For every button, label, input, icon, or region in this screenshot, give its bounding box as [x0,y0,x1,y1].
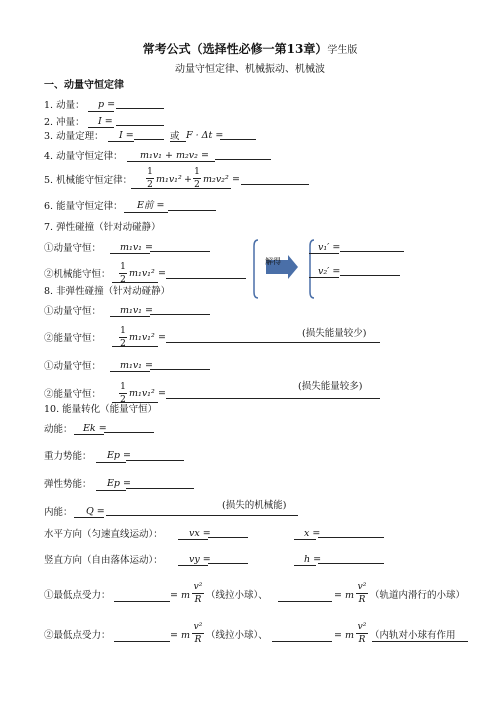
blank-line [127,161,215,162]
answer-blank[interactable] [116,108,164,109]
fraction-half: 1 2 [194,167,200,190]
fraction-v2-over-r: v² R [357,582,367,605]
answer-blank[interactable] [150,314,210,315]
fraction-v2-over-r: v² R [193,582,203,605]
answer-blank[interactable] [278,601,332,602]
internal-energy-formula: Q = [86,506,105,517]
loss-note-more: (损失能量较多) [298,381,363,392]
item-momentum-formula: p = [98,99,116,110]
inelastic-momentum-formula-2: m₁v₁ = [120,360,153,371]
item-theorem-label: 3. 动量定理： [44,131,104,142]
blank-line [110,316,150,317]
string-note: （线拉小球）、 [206,630,268,641]
answer-blank[interactable] [166,342,380,343]
term-m1v1-squared: m₁v₁² [129,268,155,279]
answer-blank[interactable] [215,159,271,160]
fraction-v2-over-r: v² R [193,622,203,645]
item-impulse-label: 2. 冲量： [44,117,85,128]
string-note: （线拉小球）、 [206,590,268,601]
elastic-potential-label: 弹性势能： [44,479,92,490]
blank-line [74,434,104,435]
term-m1v1-squared: m₁v₁² [129,388,155,399]
blank-line [96,462,126,463]
page-title: 常考公式（选择性必修一第13章）学生版 [142,42,358,56]
or-word: 或 [170,131,180,142]
mech-loss-note: (损失的机械能) [222,500,287,511]
blank-line [74,517,104,518]
vertical-velocity: vy = [189,554,211,565]
item-energy-formula: E前 = [137,200,165,211]
answer-blank[interactable] [114,641,170,642]
lowest-point-label-1: ①最低点受力： [44,590,111,601]
answer-blank[interactable] [208,537,248,538]
fraction-half: 1 2 [120,326,126,349]
elastic-potential-formula: Ep = [107,478,131,489]
section-heading: 一、动量守恒定律 [44,80,124,91]
plus-sign: + [184,174,192,185]
lowest-point-label-2: ②最低点受力： [44,630,111,641]
elastic-momentum-label: ①动量守恒： [44,243,102,254]
blank-line [96,490,126,491]
answer-blank[interactable] [318,537,384,538]
term-m2v2-squared: m₂v₂² [203,174,229,185]
blank-line [294,565,316,566]
item-theorem-formula-b: F · Δt = [186,130,224,141]
equals-m: = m [334,590,354,601]
blank-line [110,371,150,372]
answer-blank[interactable] [340,275,400,276]
result-v2-prime: v₂′ = [318,266,341,277]
blank-line [178,539,208,540]
fraction-half: 1 2 [120,262,126,285]
inner-track-note: （内轨对小球有作用 [370,630,456,641]
blank-line [112,402,158,403]
gravity-potential-label: 重力势能： [44,451,92,462]
kinetic-label: 动能： [44,424,73,435]
horizontal-velocity: vx = [189,528,211,539]
item-inelastic-heading: 8. 非弹性碰撞（针对动碰静） [44,286,171,297]
answer-blank[interactable] [168,210,216,211]
vertical-height: h = [304,554,322,565]
answer-blank[interactable] [340,251,404,252]
answer-blank[interactable] [150,251,210,252]
answer-blank[interactable] [220,139,256,140]
fraction-half: 1 2 [120,382,126,405]
item-energy-transfer-heading: 10. 能量转化（能量守恒） [44,404,158,415]
blank-line [108,141,134,142]
gravity-potential-formula: Ep = [107,450,131,461]
result-v1-prime: v₁′ = [318,242,341,253]
vertical-label: 竖直方向（自由落体运动）： [44,555,163,566]
blank-line [124,212,168,213]
inelastic-momentum-label-2: ①动量守恒： [44,361,102,372]
kinetic-formula: Ek = [83,423,107,434]
equals-sign: = [158,332,166,343]
elastic-momentum-formula: m₁v₁ = [120,242,153,253]
horizontal-displacement: x = [304,528,321,539]
answer-blank[interactable] [104,432,154,433]
blank-line [294,539,316,540]
term-m1v1-squared: m₁v₁² [156,174,182,185]
inelastic-momentum-label: ①动量守恒： [44,306,102,317]
equals-m: = m [170,630,190,641]
elastic-energy-label: ②机械能守恒： [44,269,111,280]
item-impulse-formula: I = [98,116,113,127]
inelastic-energy-label: ②能量守恒： [44,333,102,344]
item-energy-label: 6. 能量守恒定律： [44,201,123,212]
inelastic-momentum-formula: m₁v₁ = [120,305,153,316]
blank-line [112,282,158,283]
blank-line [88,127,114,128]
item-conservation-label: 4. 动量守恒定律： [44,151,123,162]
answer-blank[interactable] [114,601,170,602]
answer-blank[interactable] [166,278,246,279]
answer-blank[interactable] [150,369,210,370]
solve-label: 解得 [265,257,281,266]
answer-blank[interactable] [106,515,298,516]
equals-sign: = [158,268,166,279]
blank-line [112,346,158,347]
answer-blank[interactable] [318,563,384,564]
item-mech-energy-label: 5. 机械能守恒定律： [44,175,133,186]
horizontal-label: 水平方向（匀速直线运动）： [44,529,163,540]
fraction-half: 1 2 [147,167,153,190]
answer-blank[interactable] [134,139,164,140]
answer-blank[interactable] [166,398,380,399]
internal-energy-label: 内能： [44,507,73,518]
blank-line [178,565,208,566]
blank-line [131,188,231,189]
blank-line [170,141,186,142]
fraction-v2-over-r: v² R [357,622,367,645]
item-momentum-label: 1. 动量： [44,100,85,111]
item-theorem-formula-a: I = [119,130,134,141]
term-m1v1-squared: m₁v₁² [129,332,155,343]
item-conservation-formula: m₁v₁ + m₂v₂ = [140,150,209,161]
equals-sign: = [158,388,166,399]
blank-line [309,277,339,278]
equals-m: = m [170,590,190,601]
blank-line [110,253,150,254]
answer-blank[interactable] [126,460,184,461]
equals-m: = m [334,630,354,641]
page-subtitle: 动量守恒定律、机械振动、机械波 [175,64,325,75]
answer-blank[interactable] [241,184,309,185]
answer-blank[interactable] [272,641,332,642]
track-note: （轨道内滑行的小球） [370,590,466,601]
answer-blank[interactable] [126,488,194,489]
equals-sign: = [232,174,240,185]
blank-line [372,641,468,642]
item-elastic-heading: 7. 弹性碰撞（针对动碰静） [44,222,161,233]
answer-blank[interactable] [208,563,248,564]
answer-blank[interactable] [116,125,164,126]
blank-line [309,253,339,254]
inelastic-energy-label-2: ②能量守恒： [44,389,102,400]
loss-note-less: (损失能量较少) [302,328,367,339]
blank-line [88,111,114,112]
